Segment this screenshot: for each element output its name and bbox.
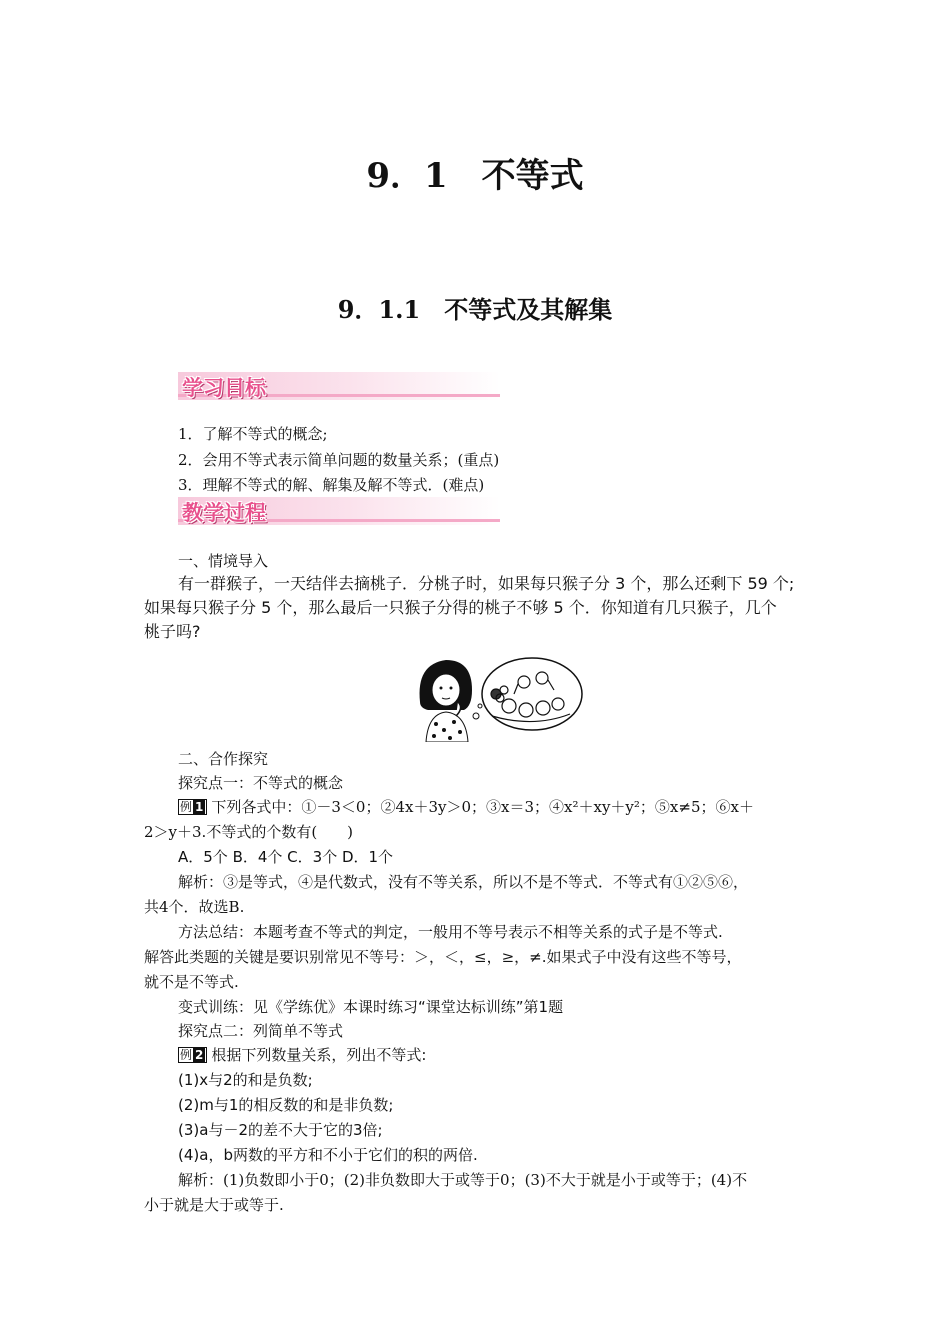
page-title: 9．1 不等式 xyxy=(366,156,584,196)
practice-reference: 变式训练：见《学练优》本课时练习“课堂达标训练”第1题 xyxy=(178,998,564,1016)
method-summary-line: 就不是不等式. xyxy=(144,973,239,991)
goal-item: 2．会用不等式表示简单问题的数量关系；(重点) xyxy=(178,451,500,469)
goal-item: 1．了解不等式的概念; xyxy=(178,425,328,443)
example-tag: 例 2 xyxy=(178,1047,207,1063)
section-subtitle: 9．1.1 不等式及其解集 xyxy=(337,295,613,324)
bubble-dot xyxy=(478,704,482,708)
analysis-line: 解析：(1)负数即小于0；(2)非负数即大于或等于0；(3)不大于就是小于或等于；(4)不 xyxy=(178,1171,748,1189)
analysis-line: 解析：③是等式，④是代数式，没有不等关系，所以不是不等式．不等式有①②⑤⑥， xyxy=(178,873,749,891)
teaching-process-banner xyxy=(178,497,500,525)
analysis-line: 小于就是大于或等于. xyxy=(144,1196,284,1214)
teaching-process-label: 教学过程 xyxy=(182,501,266,525)
section-heading: 二、合作探究 xyxy=(178,750,269,768)
bubble-dot xyxy=(473,713,479,719)
goal-item: 3．理解不等式的解、解集及解不等式．(难点) xyxy=(178,476,485,494)
method-summary-line: 方法总结：本题考查不等式的判定，一般用不等号表示不相等关系的式子是不等式. xyxy=(178,923,723,941)
list-item: (2)m与1的相反数的和是非负数; xyxy=(178,1096,394,1114)
paragraph-line: 如果每只猴子分 5 个，那么最后一只猴子分得的桃子不够 5 个．你知道有几只猴子，几个 xyxy=(144,598,777,617)
paragraph-line: 有一群猴子，一天结伴去摘桃子．分桃子时，如果每只猴子分 3 个，那么还剩下 59 个; xyxy=(178,574,795,593)
section-heading: 一、情境导入 xyxy=(178,552,269,570)
list-item: (4)a，b两数的平方和不小于它们的积的两倍. xyxy=(178,1146,478,1164)
exploration-point: 探究点二：列简单不等式 xyxy=(178,1022,344,1040)
method-summary-line: 解答此类题的关键是要识别常见不等号：＞，＜，≤，≥，≠.如果式子中没有这些不等号， xyxy=(144,948,742,966)
example-1-question: 例 1 下列各式中：①－3＜0；②4x＋3y＞0；③x＝3；④x²＋xy＋y²；⑤x≠5；⑥x＋ xyxy=(180,798,754,816)
example-tag: 例 1 xyxy=(178,799,207,815)
paragraph-line: 桃子吗? xyxy=(144,622,201,641)
example-1-question-cont: 2＞y＋3.不等式的个数有( ) xyxy=(144,823,354,841)
exploration-point: 探究点一：不等式的概念 xyxy=(178,774,344,792)
list-item: (3)a与－2的差不大于它的3倍; xyxy=(178,1121,383,1139)
learning-goals-banner xyxy=(178,372,500,400)
example-2-question: 例 2 根据下列数量关系，列出不等式: xyxy=(180,1046,427,1064)
girl-drawing xyxy=(420,660,472,742)
answer-options: A．5个 B．4个 C．3个 D．1个 xyxy=(178,848,394,866)
learning-goals-label: 学习目标 xyxy=(182,376,266,400)
analysis-line: 共4个．故选B. xyxy=(144,898,245,916)
list-item: (1)x与2的和是负数; xyxy=(178,1071,313,1089)
illustration xyxy=(414,654,584,742)
